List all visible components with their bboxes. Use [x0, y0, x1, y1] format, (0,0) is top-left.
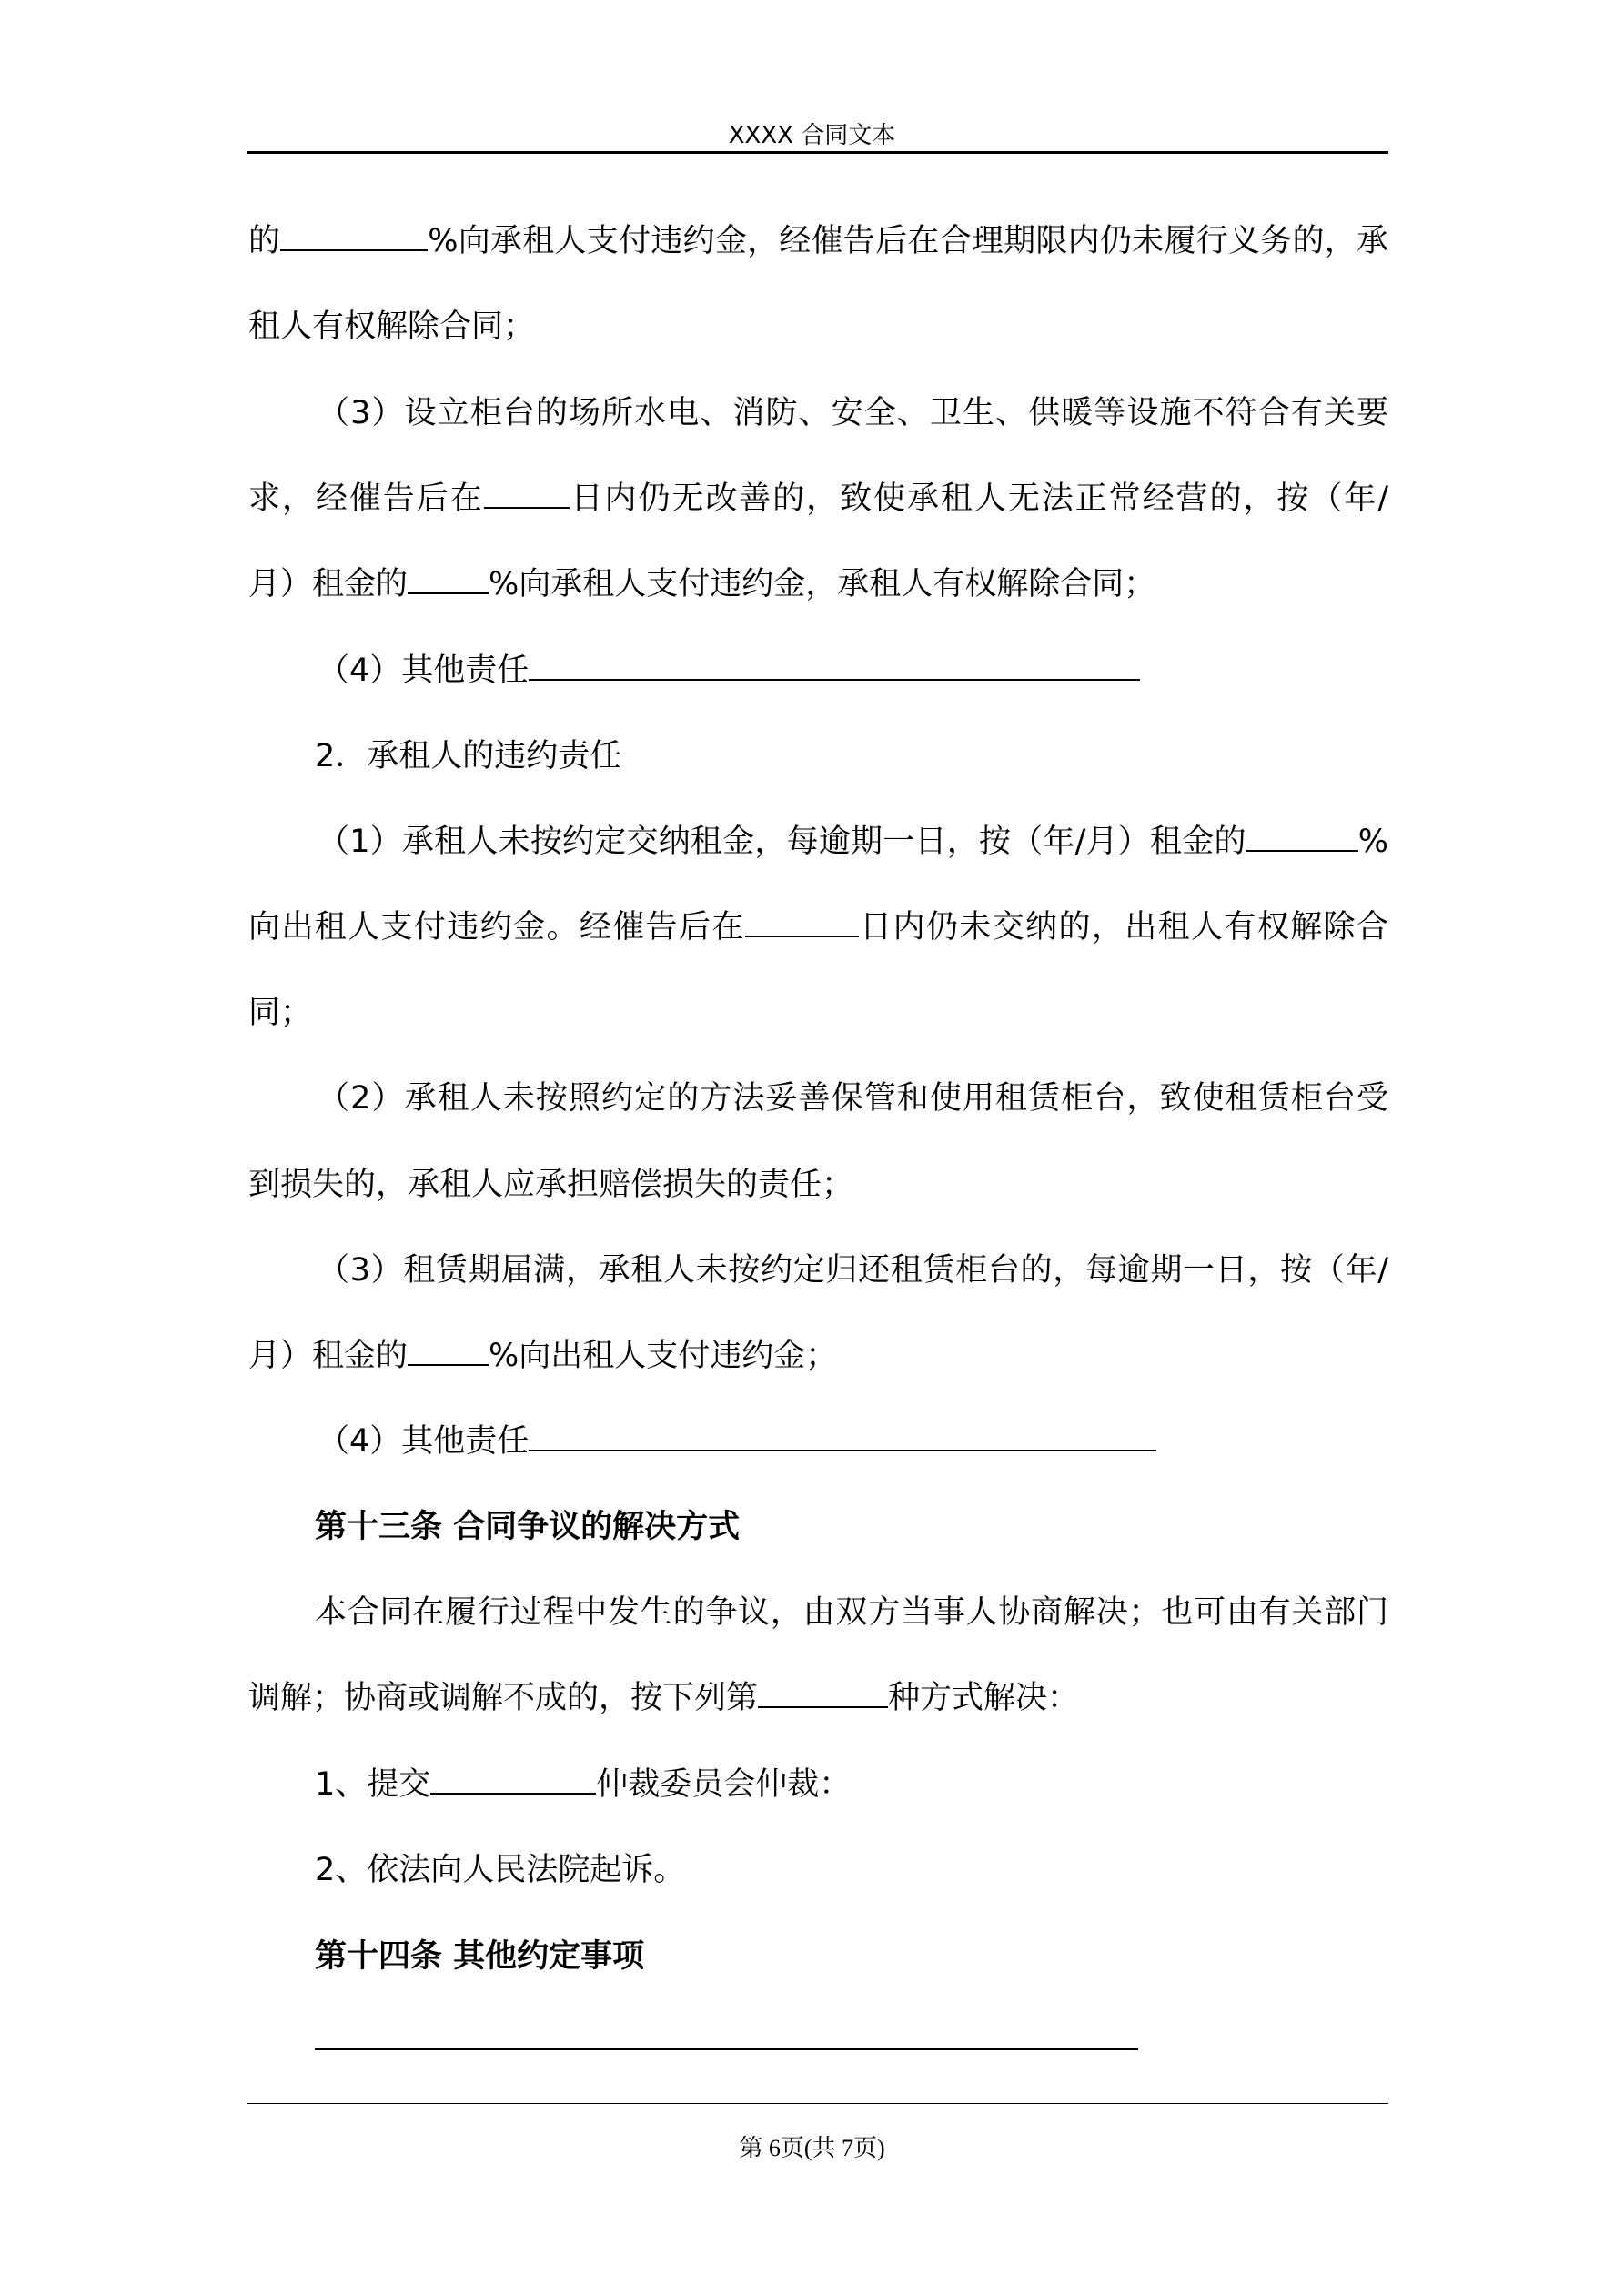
text-line: [318, 393, 1388, 433]
page-number: 第 6页(共 7页): [739, 2135, 885, 2161]
fill-in-blank: [280, 222, 428, 251]
fill-in-blank: [1246, 823, 1358, 852]
text-segment: （4）其他责任: [318, 1423, 530, 1460]
text-segment: 到损失的，承租人应承担赔偿损失的责任；: [248, 1167, 854, 1203]
text-line: [315, 2020, 1388, 2060]
text-line: [315, 736, 1388, 776]
text-segment: 日内仍未交纳的，出租人有权解除合: [858, 909, 1388, 946]
text-line: [315, 1765, 1388, 1805]
text-line: [248, 1678, 1388, 1718]
text-segment: 第十三条 合同争议的解决方式: [315, 1509, 741, 1545]
text-segment: 种方式解决：: [888, 1680, 1080, 1716]
text-segment: 同；: [248, 995, 313, 1031]
text-segment: 求，经催告后在: [248, 480, 484, 517]
text-line: [318, 1421, 1388, 1462]
text-line: [248, 221, 1388, 261]
text-line: [318, 1078, 1388, 1118]
text-line: [315, 1593, 1388, 1633]
text-line: [248, 479, 1388, 519]
text-segment: %: [1357, 824, 1388, 860]
text-segment: （3）设立柜台的场所水电、消防、安全、卫生、供暖等设施不符合有关要: [318, 395, 1388, 431]
text-segment: 月）租金的: [248, 1338, 409, 1374]
footer-divider: [247, 2103, 1388, 2104]
fill-in-blank: [758, 1679, 888, 1708]
text-line: [248, 307, 1388, 347]
text-segment: %向承租人支付违约金，经催告后在合理期限内仍未履行义务的，承: [428, 223, 1388, 259]
text-segment: 1、提交: [315, 1766, 431, 1803]
text-line: [248, 564, 1388, 604]
text-line: [248, 1165, 1388, 1205]
header-divider: [247, 151, 1388, 154]
text-segment: 向出租人支付违约金。经催告后在: [248, 909, 745, 946]
text-segment: 本合同在履行过程中发生的争议，由双方当事人协商解决；也可由有关部门: [315, 1594, 1388, 1631]
section-heading: [315, 1937, 1388, 1977]
fill-in-blank: [484, 480, 570, 509]
text-segment: （2）承租人未按照约定的方法妥善保管和使用租赁柜台，致使租赁柜台受: [318, 1080, 1388, 1117]
text-segment: %向出租人支付违约金；: [489, 1338, 838, 1374]
text-line: [248, 1336, 1388, 1376]
fill-in-blank: [529, 1422, 1156, 1451]
text-segment: 调解；协商或调解不成的，按下列第: [248, 1680, 759, 1716]
fill-in-blank: [529, 652, 1140, 681]
text-line: [248, 993, 1388, 1033]
text-segment: （3）租赁期届满，承租人未按约定归还租赁柜台的，每逾期一日，按（年/: [318, 1252, 1388, 1289]
fill-in-blank: [745, 908, 859, 937]
text-line: [248, 907, 1388, 947]
text-segment: 第十四条 其他约定事项: [315, 1938, 645, 1975]
text-segment: 2、依法向人民法院起诉。: [315, 1852, 686, 1888]
fill-in-blank: [430, 1765, 596, 1795]
text-segment: %向承租人支付违约金，承租人有权解除合同；: [489, 566, 1156, 602]
text-segment: 月）租金的: [248, 566, 409, 602]
fill-in-blank: [408, 565, 489, 594]
text-line: [318, 1250, 1388, 1290]
text-segment: 2．承租人的违约责任: [315, 738, 622, 774]
header-title: XXXX 合同文本: [728, 122, 896, 149]
text-segment: 租人有权解除合同；: [248, 308, 536, 345]
text-line: [315, 1850, 1388, 1890]
text-segment: 日内仍无改善的，致使承租人无法正常经营的，按（年/: [569, 480, 1388, 517]
text-line: [318, 822, 1388, 862]
text-segment: 仲裁委员会仲裁：: [596, 1766, 852, 1803]
text-line: [318, 651, 1388, 691]
text-segment: （1）承租人未按约定交纳租金，每逾期一日，按（年/月）租金的: [318, 824, 1246, 860]
text-segment: 的: [248, 223, 281, 259]
section-heading: [315, 1507, 1388, 1547]
fill-in-blank: [315, 2021, 1138, 2050]
fill-in-blank: [408, 1337, 489, 1366]
text-segment: （4）其他责任: [318, 652, 530, 689]
